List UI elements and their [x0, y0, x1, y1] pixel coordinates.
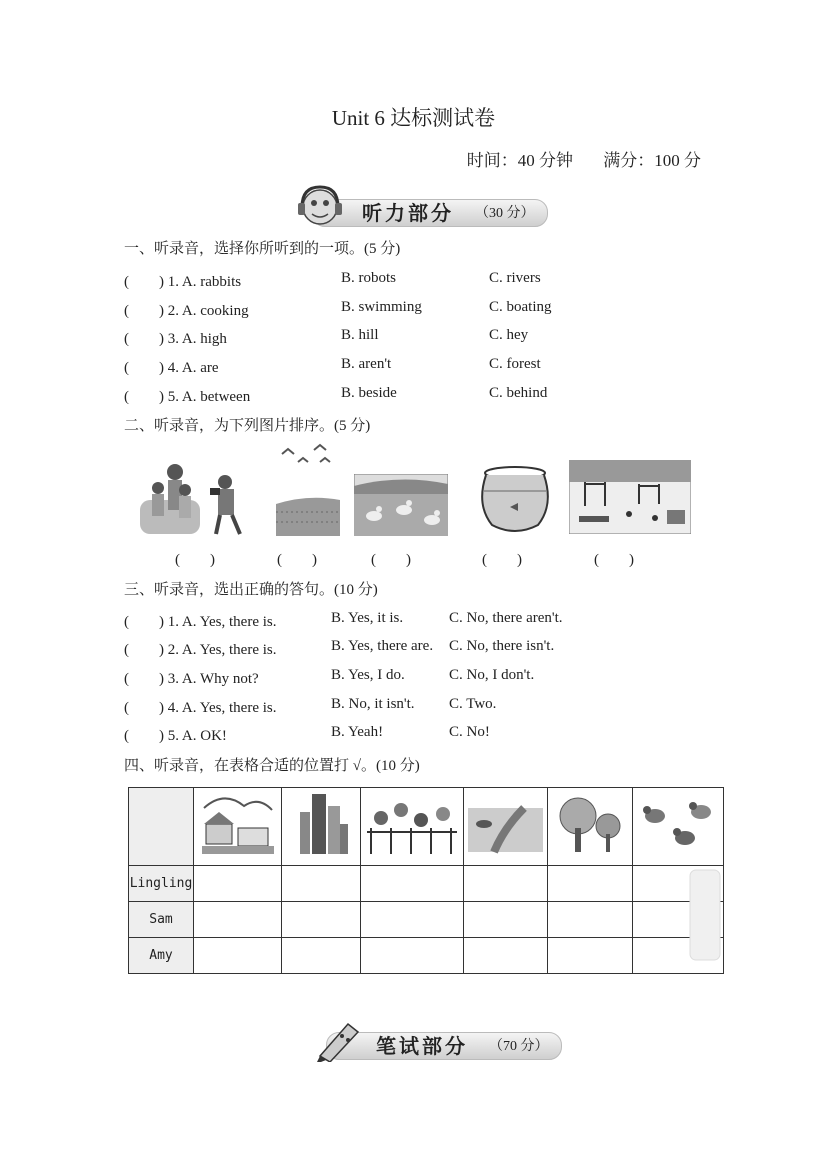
- option-c: C. No!: [449, 724, 490, 740]
- list-item: [124, 610, 724, 634]
- option-c: C. behind: [489, 385, 548, 401]
- option-b: B. aren't: [341, 356, 392, 372]
- trees-picture: [548, 788, 632, 860]
- order-blank[interactable]: ( ): [277, 552, 317, 568]
- option-c: C. No, I don't.: [449, 667, 535, 683]
- part4-heading: 四、听录音，在表格合适的位置打 √。(10 分): [124, 758, 420, 774]
- option-a: ( ) 5. A. between: [124, 389, 251, 405]
- option-c: C. rivers: [489, 270, 541, 286]
- listening-banner: [290, 183, 550, 229]
- tick-cell[interactable]: [194, 866, 282, 902]
- list-item: [124, 638, 724, 662]
- option-b: B. Yes, there are.: [331, 638, 434, 654]
- list-item: [124, 385, 724, 409]
- option-a: ( ) 2. A. Yes, there is.: [124, 642, 277, 658]
- header-cell: [282, 788, 361, 866]
- header-cell: [194, 788, 282, 866]
- pencil-mascot-icon: [304, 1016, 370, 1062]
- family-photo-picture: [140, 460, 250, 536]
- part1-heading: 一、听录音，选择你所听到的一项。(5 分): [124, 241, 401, 257]
- tick-cell[interactable]: [361, 902, 464, 938]
- tick-cell[interactable]: [194, 902, 282, 938]
- birds-picture: [633, 788, 723, 860]
- option-b: B. Yes, I do.: [331, 667, 405, 683]
- order-blank[interactable]: ( ): [175, 552, 215, 568]
- tick-table: [128, 787, 724, 974]
- headphones-mascot-icon: [290, 183, 356, 229]
- city-buildings-picture: [282, 788, 360, 860]
- writing-banner-label: 笔试部分: [376, 1034, 468, 1058]
- listening-banner-points: （30 分）: [475, 206, 535, 221]
- option-b: B. Yeah!: [331, 724, 384, 740]
- option-a: ( ) 1. A. Yes, there is.: [124, 614, 277, 630]
- list-item: [124, 327, 724, 351]
- option-b: B. No, it isn't.: [331, 696, 415, 712]
- side-watermark-icon: [688, 860, 722, 970]
- option-a: ( ) 3. A. high: [124, 331, 227, 347]
- tick-cell[interactable]: [282, 938, 361, 974]
- header-cell: [361, 788, 464, 866]
- listening-banner-label: 听力部分: [362, 201, 454, 225]
- tick-cell[interactable]: [464, 938, 548, 974]
- table-row: [129, 902, 724, 938]
- header-cell: [464, 788, 548, 866]
- option-a: ( ) 4. A. Yes, there is.: [124, 700, 277, 716]
- list-item: [124, 270, 724, 294]
- option-b: B. robots: [341, 270, 397, 286]
- list-item: [124, 724, 724, 748]
- option-c: C. No, there isn't.: [449, 638, 555, 654]
- list-item: [124, 356, 724, 380]
- option-a: ( ) 1. A. rabbits: [124, 274, 242, 290]
- row-label-sam: Sam: [129, 902, 194, 938]
- order-blank[interactable]: ( ): [482, 552, 522, 568]
- tick-cell[interactable]: [361, 938, 464, 974]
- page-title: Unit 6 达标测试卷: [331, 106, 496, 130]
- option-a: ( ) 3. A. Why not?: [124, 671, 259, 687]
- writing-banner-points: （70 分）: [489, 1039, 549, 1054]
- option-b: B. beside: [341, 385, 397, 401]
- option-a: ( ) 5. A. OK!: [124, 728, 227, 744]
- option-c: C. No, there aren't.: [449, 610, 563, 626]
- tick-cell[interactable]: [282, 902, 361, 938]
- river-path-picture: [464, 788, 547, 860]
- option-c: C. hey: [489, 327, 529, 343]
- village-picture: [194, 788, 281, 860]
- field-birds-picture: [276, 442, 340, 536]
- order-blank[interactable]: ( ): [371, 552, 411, 568]
- tick-cell[interactable]: [194, 938, 282, 974]
- tick-cell[interactable]: [464, 902, 548, 938]
- header-cell: [548, 788, 633, 866]
- row-label-amy: Amy: [129, 938, 194, 974]
- header-cell: [633, 788, 724, 866]
- tick-cell[interactable]: [361, 866, 464, 902]
- tick-cell[interactable]: [548, 938, 633, 974]
- tick-cell[interactable]: [282, 866, 361, 902]
- list-item: [124, 299, 724, 323]
- time-limit: 时间：40 分钟: [466, 151, 573, 170]
- table-row: [129, 938, 724, 974]
- order-blank[interactable]: ( ): [594, 552, 634, 568]
- writing-banner: [304, 1016, 564, 1062]
- option-b: B. hill: [341, 327, 379, 343]
- fishbowl-picture: [476, 465, 554, 535]
- option-c: C. boating: [489, 299, 552, 315]
- option-a: ( ) 4. A. are: [124, 360, 219, 376]
- playground-picture: [569, 460, 691, 534]
- list-item: [124, 667, 724, 691]
- option-b: B. swimming: [341, 299, 422, 315]
- option-a: ( ) 2. A. cooking: [124, 303, 249, 319]
- exam-meta: [441, 146, 701, 171]
- option-c: C. Two.: [449, 696, 497, 712]
- option-c: C. forest: [489, 356, 541, 372]
- row-label-lingling: Lingling: [129, 866, 194, 902]
- tick-cell[interactable]: [464, 866, 548, 902]
- full-score: 满分：100 分: [603, 151, 701, 170]
- pond-ducks-picture: [354, 474, 448, 536]
- part2-heading: 二、听录音，为下列图片排序。(5 分): [124, 418, 371, 434]
- tick-cell[interactable]: [548, 866, 633, 902]
- part3-heading: 三、听录音，选出正确的答句。(10 分): [124, 582, 378, 598]
- option-b: B. Yes, it is.: [331, 610, 404, 626]
- flowers-fence-picture: [361, 788, 463, 860]
- header-corner-cell: [129, 788, 194, 866]
- table-row: [129, 866, 724, 902]
- tick-cell[interactable]: [548, 902, 633, 938]
- table-header-row: [129, 788, 724, 866]
- list-item: [124, 696, 724, 720]
